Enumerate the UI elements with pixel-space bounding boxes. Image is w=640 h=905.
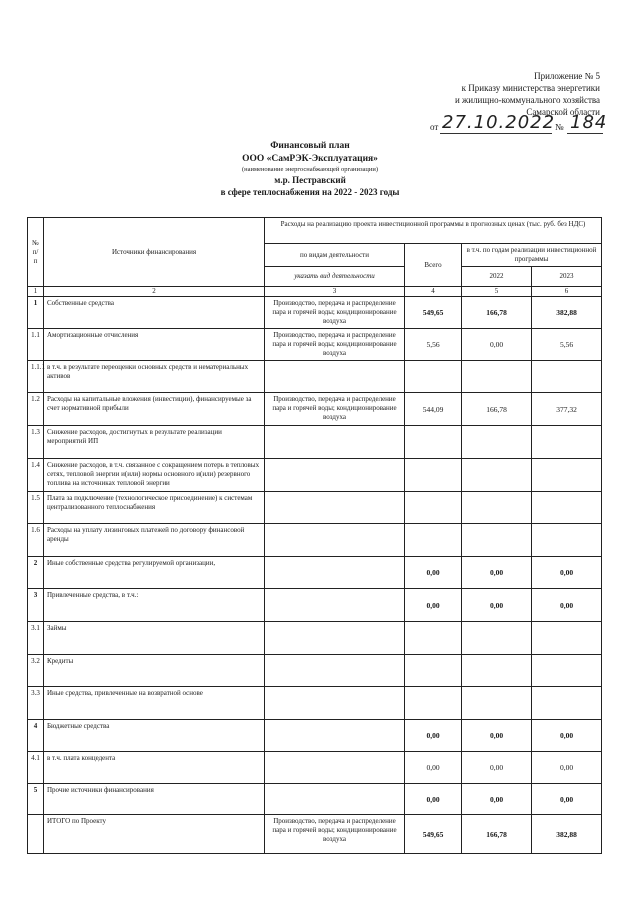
table-row	[28, 752, 602, 784]
header-activity-hint: указать вид деятельности	[265, 267, 405, 287]
row-number: 1.1.1	[28, 361, 44, 393]
sphere: в сфере теплоснабжения на 2022 - 2023 годы	[220, 187, 400, 197]
col-number-2: 2	[44, 287, 265, 297]
row-source-name: Иные собственные средства регулируемой организации,	[44, 557, 265, 589]
row-activity	[265, 622, 405, 655]
row-value-2022: 0,00	[462, 784, 532, 815]
row-activity	[265, 557, 405, 589]
col-number-5: 5	[462, 287, 532, 297]
date-underline	[440, 133, 552, 134]
row-number: 4.1	[28, 752, 44, 784]
appendix-line-3: и жилищно-коммунального хозяйства	[454, 95, 600, 105]
row-value-2022	[462, 655, 532, 687]
appendix-block	[400, 70, 600, 118]
col-number-6: 6	[532, 287, 602, 297]
col-number-4: 4	[405, 287, 462, 297]
row-source-name: Иные средства, привлеченные на возвратной основе	[44, 687, 265, 720]
row-number: 3.2	[28, 655, 44, 687]
row-number: 1.1	[28, 329, 44, 361]
row-value-2023: 0,00	[532, 557, 602, 589]
row-value-2023	[532, 426, 602, 459]
date-number-line	[430, 112, 608, 136]
date-prefix: от	[430, 122, 439, 132]
row-total: 0,00	[405, 557, 462, 589]
plan-title: Финансовый план	[270, 141, 350, 151]
row-total	[405, 622, 462, 655]
row-activity	[265, 589, 405, 622]
col-number-3: 3	[265, 287, 405, 297]
row-value-2023: 0,00	[532, 752, 602, 784]
row-number: 3.3	[28, 687, 44, 720]
header-total: Всего	[405, 244, 462, 287]
company-note: (наименование энергоснабжающей организации)	[241, 166, 379, 173]
header-sources: Источники финансирования	[44, 218, 265, 287]
row-value-2022: 0,00	[462, 720, 532, 752]
row-value-2022: 0,00	[462, 589, 532, 622]
row-number: 1.2	[28, 393, 44, 426]
appendix-line-4: Самарской области	[526, 107, 600, 117]
table-row	[28, 815, 602, 854]
appendix-line-1: Приложение № 5	[534, 71, 600, 81]
header-by-years: в т.ч. по годам реализации инвестиционной программы	[462, 244, 602, 267]
row-number: 5	[28, 784, 44, 815]
row-source-name: в т.ч. в результате переоценки основных средств и нематериальных активов	[44, 361, 265, 393]
row-value-2022	[462, 459, 532, 492]
table-row	[28, 589, 602, 622]
row-value-2022	[462, 361, 532, 393]
row-total: 5,56	[405, 329, 462, 361]
table-row	[28, 297, 602, 329]
table-row	[28, 557, 602, 589]
header-year-2023: 2023	[532, 267, 602, 287]
row-value-2023: 5,56	[532, 329, 602, 361]
row-number: 1.6	[28, 524, 44, 557]
row-value-2023	[532, 687, 602, 720]
row-source-name: Амортизационные отчисления	[44, 329, 265, 361]
row-activity	[265, 784, 405, 815]
appendix-line-2: к Приказу министерства энергетики	[461, 83, 600, 93]
row-value-2022	[462, 492, 532, 524]
row-value-2023	[532, 492, 602, 524]
header-by-activity: по видам деятельности	[265, 244, 405, 267]
row-total	[405, 492, 462, 524]
table-row	[28, 329, 602, 361]
row-number: 1.5	[28, 492, 44, 524]
table-row	[28, 393, 602, 426]
row-source-name: Расходы на уплату лизинговых платежей по договору финансовой аренды	[44, 524, 265, 557]
table-row	[28, 655, 602, 687]
row-value-2023	[532, 622, 602, 655]
row-number	[28, 815, 44, 854]
row-value-2022: 166,78	[462, 815, 532, 854]
row-value-2022: 0,00	[462, 557, 532, 589]
company-name: ООО «СамРЭК-Эксплуатация»	[242, 154, 378, 164]
row-total	[405, 687, 462, 720]
row-source-name: Кредиты	[44, 655, 265, 687]
row-value-2022	[462, 622, 532, 655]
row-activity: Производство, передача и распределение пара и горячей воды; кондиционирование воздуха	[265, 815, 405, 854]
row-total: 549,65	[405, 815, 462, 854]
header-no: № п/п	[28, 218, 44, 287]
row-activity	[265, 752, 405, 784]
row-value-2022: 166,78	[462, 297, 532, 329]
row-value-2023: 377,32	[532, 393, 602, 426]
row-total: 0,00	[405, 720, 462, 752]
row-value-2023	[532, 655, 602, 687]
row-activity	[265, 687, 405, 720]
row-value-2022	[462, 524, 532, 557]
row-value-2023	[532, 524, 602, 557]
document-title-block	[185, 140, 435, 199]
row-number: 4	[28, 720, 44, 752]
row-total: 544,09	[405, 393, 462, 426]
row-activity	[265, 459, 405, 492]
row-number: 1.3	[28, 426, 44, 459]
row-activity: Производство, передача и распределение пара и горячей воды; кондиционирование воздуха	[265, 393, 405, 426]
row-number: 1.4	[28, 459, 44, 492]
table-row	[28, 687, 602, 720]
row-source-name: Привлеченные средства, в т.ч.:	[44, 589, 265, 622]
row-activity	[265, 361, 405, 393]
row-source-name: Снижение расходов, достигнутых в результате реализации мероприятий ИП	[44, 426, 265, 459]
row-source-name: в т.ч. плата концедента	[44, 752, 265, 784]
header-year-2022: 2022	[462, 267, 532, 287]
row-source-name: Снижение расходов, в т.ч. связанное с сокращением потерь в тепловых сетях, тепловой энергии и(или) нормы основного и(или) резервного топлива на источниках тепловой энергии	[44, 459, 265, 492]
row-activity	[265, 426, 405, 459]
financial-plan-table	[27, 217, 602, 854]
row-source-name: Расходы на капитальные вложения (инвестиции), финансируемые за счет нормативной прибыли	[44, 393, 265, 426]
district: м.р. Пестравский	[274, 175, 346, 185]
row-activity	[265, 720, 405, 752]
row-value-2023: 0,00	[532, 784, 602, 815]
row-value-2022: 0,00	[462, 329, 532, 361]
table-row	[28, 784, 602, 815]
row-value-2022: 0,00	[462, 752, 532, 784]
row-activity	[265, 655, 405, 687]
row-source-name: Плата за подключение (технологическое присоединение) к системам централизованного теплоснабжения	[44, 492, 265, 524]
number-underline	[567, 133, 603, 134]
row-activity: Производство, передача и распределение пара и горячей воды; кондиционирование воздуха	[265, 297, 405, 329]
table-row	[28, 361, 602, 393]
row-value-2022: 166,78	[462, 393, 532, 426]
row-total	[405, 361, 462, 393]
row-activity	[265, 524, 405, 557]
row-number: 2	[28, 557, 44, 589]
row-value-2023: 0,00	[532, 589, 602, 622]
header-expenses: Расходы на реализацию проекта инвестиционной программы в прогнозных ценах (тыс. руб. без НДС)	[265, 218, 602, 244]
row-source-name: Прочие источники финансирования	[44, 784, 265, 815]
table-row	[28, 524, 602, 557]
row-value-2023	[532, 361, 602, 393]
table-row	[28, 720, 602, 752]
row-value-2023: 382,88	[532, 297, 602, 329]
row-value-2023: 382,88	[532, 815, 602, 854]
row-total: 0,00	[405, 752, 462, 784]
row-value-2023	[532, 459, 602, 492]
row-number: 1	[28, 297, 44, 329]
row-total: 0,00	[405, 784, 462, 815]
handwritten-number: 184	[570, 112, 608, 133]
row-value-2023: 0,00	[532, 720, 602, 752]
column-number-row	[28, 287, 602, 297]
row-activity: Производство, передача и распределение пара и горячей воды; кондиционирование воздуха	[265, 329, 405, 361]
row-total: 549,65	[405, 297, 462, 329]
row-source-name: ИТОГО по Проекту	[44, 815, 265, 854]
row-number: 3	[28, 589, 44, 622]
row-value-2022	[462, 426, 532, 459]
row-total	[405, 524, 462, 557]
row-value-2022	[462, 687, 532, 720]
row-source-name: Займы	[44, 622, 265, 655]
col-number-1: 1	[28, 287, 44, 297]
table-row	[28, 492, 602, 524]
row-total	[405, 655, 462, 687]
row-activity	[265, 492, 405, 524]
row-total	[405, 459, 462, 492]
table-row	[28, 622, 602, 655]
row-number: 3.1	[28, 622, 44, 655]
table-row	[28, 426, 602, 459]
row-total	[405, 426, 462, 459]
row-source-name: Собственные средства	[44, 297, 265, 329]
table-row	[28, 459, 602, 492]
header-row-1	[28, 218, 602, 244]
row-source-name: Бюджетные средства	[44, 720, 265, 752]
number-prefix: №	[555, 122, 564, 132]
row-total: 0,00	[405, 589, 462, 622]
handwritten-date: 27.10.2022	[442, 112, 556, 133]
